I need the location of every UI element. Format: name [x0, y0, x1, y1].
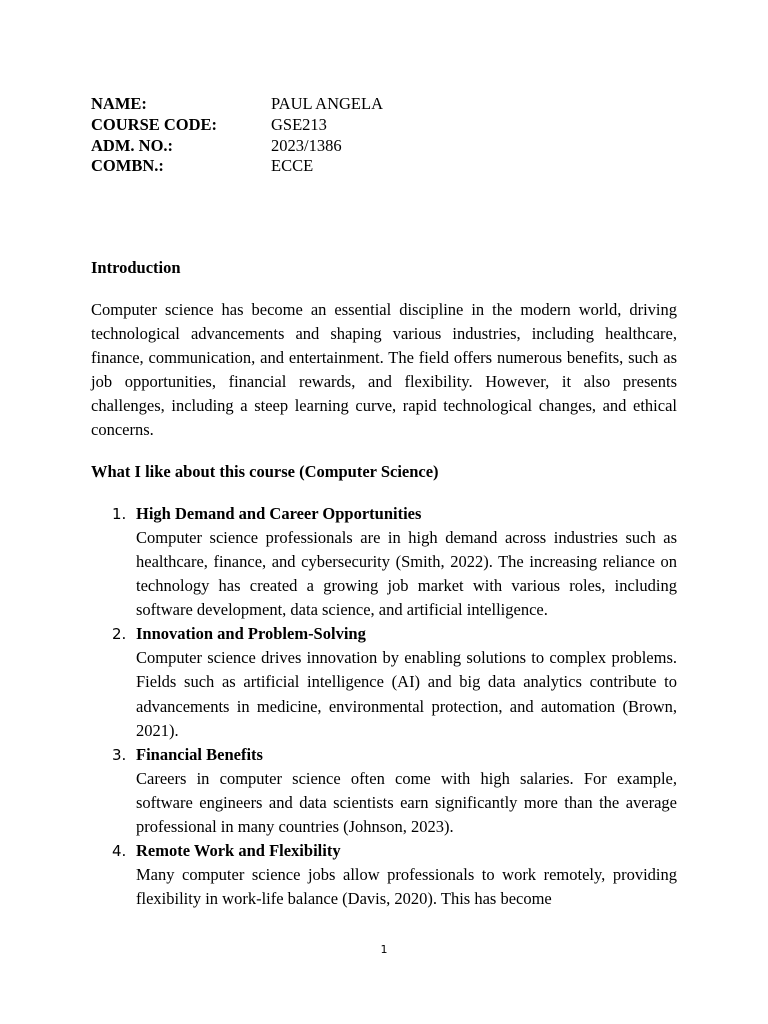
likes-list [91, 502, 677, 911]
combn-value: ECCE [271, 156, 314, 176]
likes-heading: What I like about this course (Computer Science) [91, 462, 439, 481]
list-item [91, 622, 677, 742]
list-item-number: 3. [112, 745, 127, 764]
list-item-title: High Demand and Career Opportunities [136, 504, 422, 523]
name-value: PAUL ANGELA [271, 94, 383, 113]
introduction-heading: Introduction [91, 258, 181, 277]
list-item-title: Financial Benefits [136, 744, 263, 764]
list-item-number: 1. [112, 505, 127, 523]
combn-label: COMBN.: [91, 156, 164, 176]
list-item-title: Innovation and Problem-Solving [136, 624, 366, 644]
course-code-value: GSE213 [271, 114, 327, 134]
name-label: NAME: [91, 94, 147, 113]
list-item-text: Computer science professionals are in high demand across industries such as healthcare, finance, and cybersecurity (Smith, 2022). The increasing reliance on technology has created a growing job market with various roles, including software development, data science, and artificial intelligence. [136, 528, 677, 620]
course-code-label: COURSE CODE: [91, 114, 218, 134]
list-item-number: 2. [112, 625, 127, 644]
student-info-row [91, 94, 383, 115]
page-number: 1 [380, 943, 388, 956]
adm-no-value: 2023/1386 [271, 135, 342, 155]
list-item-number: 4. [112, 842, 127, 861]
list-item [91, 743, 677, 839]
student-info-row [91, 156, 383, 177]
list-item-text: Many computer science jobs allow professionals to work remotely, providing flexibility in work-life balance (Davis, 2020). This has become [136, 865, 677, 909]
list-item [91, 502, 677, 622]
student-info-table [91, 94, 383, 177]
student-info-row [91, 136, 383, 157]
student-info-row [91, 115, 383, 136]
introduction-paragraph: Computer science has become an essential discipline in the modern world, driving technological advancements and shaping various industries, including healthcare, finance, communication, and entertainment. The field offers numerous benefits, such as job opportunities, financial rewards, and flexibility. However, it also presents challenges, including a steep learning curve, rapid technological changes, and ethical concerns. [91, 300, 677, 440]
list-item-text: Careers in computer science often come with high salaries. For example, software engineers and data scientists earn significantly more than the average professional in many countries (Johnson, 2023). [136, 768, 677, 836]
list-item [91, 839, 677, 911]
list-item-title: Remote Work and Flexibility [136, 841, 341, 861]
list-item-text: Computer science drives innovation by enabling solutions to complex problems. Fields such as artificial intelligence (AI) and big data analytics contribute to advancements in medicine, environmental protection, and automation (Brown, 2021). [136, 648, 677, 740]
adm-no-label: ADM. NO.: [91, 135, 174, 155]
